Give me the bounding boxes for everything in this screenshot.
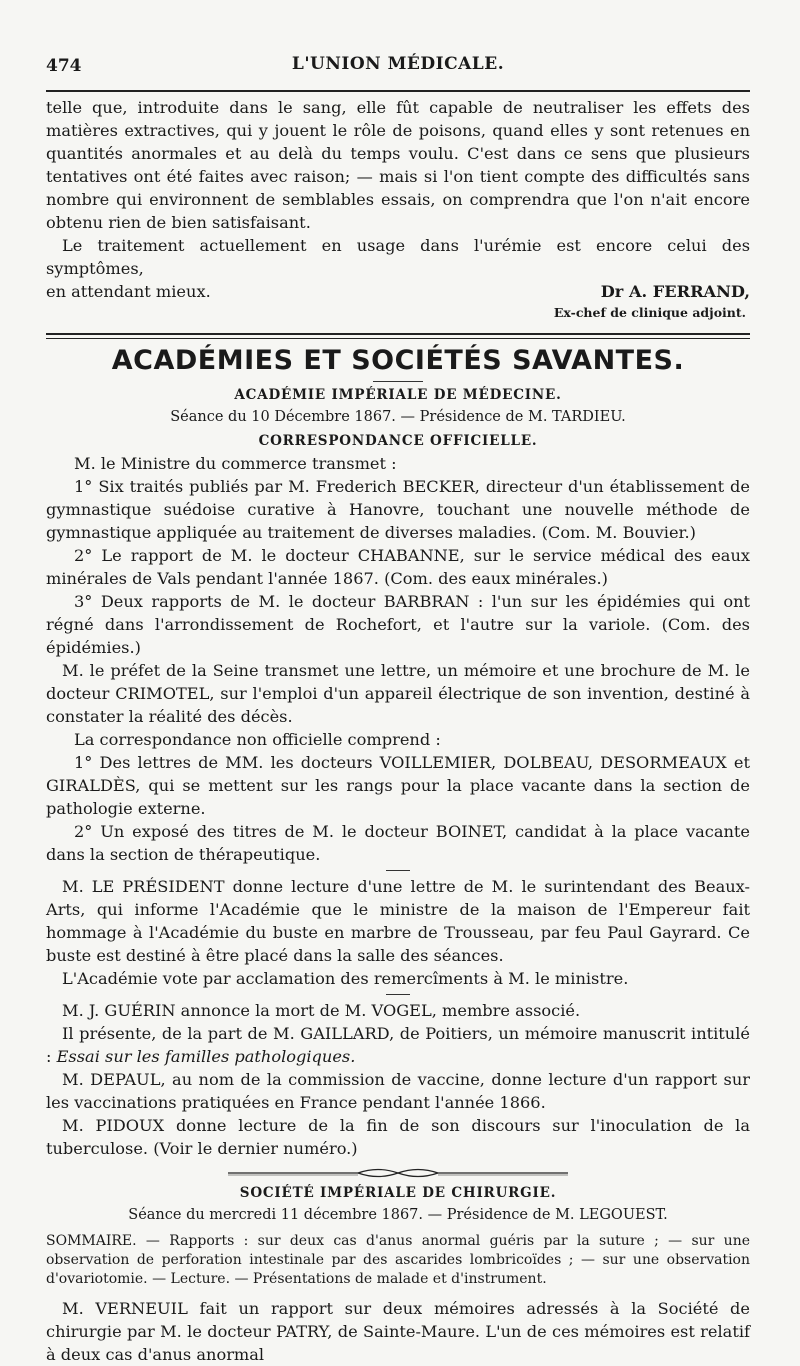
paragraph-line: Le traitement actuellement en usage dans l'urémie est encore celui des symptômes, xyxy=(46,236,750,278)
signature-role: Ex-chef de clinique adjoint. xyxy=(553,305,746,320)
paragraph: M. VERNEUIL fait un rapport sur deux mémoires adressés à la Société de chirurgie par M. le docteur PATRY, de Sainte-Maure. L'un de ces mémoires est relatif à deux cas d'anus anormal xyxy=(46,1299,750,1364)
spacer xyxy=(46,1289,750,1297)
signature-name: Dr A. FERRAND, xyxy=(600,282,750,301)
header-rule xyxy=(46,90,750,92)
list-item: 2° Le rapport de M. le docteur CHABANNE, sur le service médical des eaux minérales de Vals pendant l'année 1867. (Com. des eaux minérales.) xyxy=(46,546,750,588)
page-body xyxy=(46,96,750,1366)
paragraph-line: en attendant mieux. xyxy=(46,282,211,301)
sommaire: SOMMAIRE. — Rapports : sur deux cas d'anus anormal guéris par la suture ; — sur une observation de perforation intestinale par des ascarides lombricoïdes ; — sur une observation d'ovariotomie. — Lecture. — Présentations de malade et d'instrument. xyxy=(46,1233,750,1287)
journal-title: L'UNION MÉDICALE. xyxy=(291,54,505,74)
paragraph xyxy=(46,1022,750,1068)
paragraph-text: Il présente, de la part de M. GAILLARD, de Poitiers, un mémoire manuscrit intitulé : xyxy=(46,1024,750,1066)
paragraph: M. PIDOUX donne lecture de la fin de son discours sur l'inoculation de la tuberculose. (Voir le dernier numéro.) xyxy=(46,1116,750,1158)
seance-line: Séance du mercredi 11 décembre 1867. — Présidence de M. LEGOUEST. xyxy=(128,1207,668,1223)
list-item: 3° Deux rapports de M. le docteur BARBRAN : l'un sur les épidémies qui ont régné dans l'arrondissement de Rochefort, et l'autre sur la variole. (Com. des épidémies.) xyxy=(46,592,750,657)
section-title: ACADÉMIES ET SOCIÉTÉS SAVANTES. xyxy=(111,345,685,376)
paragraph: M. DEPAUL, au nom de la commission de vaccine, donne lecture d'un rapport sur les vaccinations pratiquées en France pendant l'année 1866. xyxy=(46,1070,750,1112)
paragraph: telle que, introduite dans le sang, elle fût capable de neutraliser les effets des matières extractives, qui y jouent le rôle de poisons, quand elles y sont retenues en quantités anormales et au delà du temps voulu. C'est dans ce sens que plusieurs tentatives ont été faites avec raison; — mais si l'on tient compte des difficultés sans nombre qui environnent de semblables essais, on comprendra que l'on n'ait encore obtenu rien de bien satisfaisant. xyxy=(46,98,750,232)
list-item: 2° Un exposé des titres de M. le docteur BOINET, candidat à la place vacante dans la section de thérapeutique. xyxy=(46,822,750,864)
page-number: 474 xyxy=(46,56,82,76)
paragraph: M. le préfet de la Seine transmet une lettre, un mémoire et une brochure de M. le docteur CRIMOTEL, sur l'emploi d'un appareil électrique de son invention, destiné à constater la réalité des décès. xyxy=(46,661,750,726)
paragraph: M. le Ministre du commerce transmet : xyxy=(74,454,397,473)
correspondance-heading: CORRESPONDANCE OFFICIELLE. xyxy=(258,433,538,449)
chirurgie-heading: SOCIÉTÉ IMPÉRIALE DE CHIRURGIE. xyxy=(239,1185,557,1201)
separator xyxy=(386,994,410,995)
paragraph: L'Académie vote par acclamation des remercîments à M. le ministre. xyxy=(62,969,629,988)
memoir-title: Essai sur les familles pathologiques. xyxy=(56,1047,356,1066)
seance-line: Séance du 10 Décembre 1867. — Présidence de M. TARDIEU. xyxy=(170,409,626,425)
section-double-rule xyxy=(46,333,750,339)
list-item: 1° Des lettres de MM. les docteurs VOILLEMIER, DOLBEAU, DESORMEAUX et GIRALDÈS, qui se mettent sur les rangs pour la place vacante dans la section de pathologie externe. xyxy=(46,753,750,818)
paragraph xyxy=(46,234,750,280)
running-head xyxy=(46,50,750,84)
paragraph: La correspondance non officielle comprend : xyxy=(74,730,441,749)
title-underline xyxy=(373,381,423,382)
paragraph: M. J. GUÉRIN annonce la mort de M. VOGEL, membre associé. xyxy=(62,1001,581,1020)
academie-heading: ACADÉMIE IMPÉRIALE DE MÉDECINE. xyxy=(234,387,562,403)
signature-line xyxy=(46,280,750,303)
list-item: 1° Six traités publiés par M. Frederich BECKER, directeur d'un établissement de gymnastique suédoise curative à Hanovre, touchant une nouvelle méthode de gymnastique appliquée au traitement de diverses maladies. (Com. M. Bouvier.) xyxy=(46,477,750,542)
paragraph: M. LE PRÉSIDENT donne lecture d'une lettre de M. le surintendant des Beaux-Arts, qui informe l'Académie que le ministre de la maison de l'Empereur fait hommage à l'Académie du buste en marbre de Trousseau, par feu Paul Gayrard. Ce buste est destiné à être placé dans la salle des séances. xyxy=(46,877,750,965)
ornament-divider xyxy=(228,1166,568,1180)
separator xyxy=(386,870,410,871)
